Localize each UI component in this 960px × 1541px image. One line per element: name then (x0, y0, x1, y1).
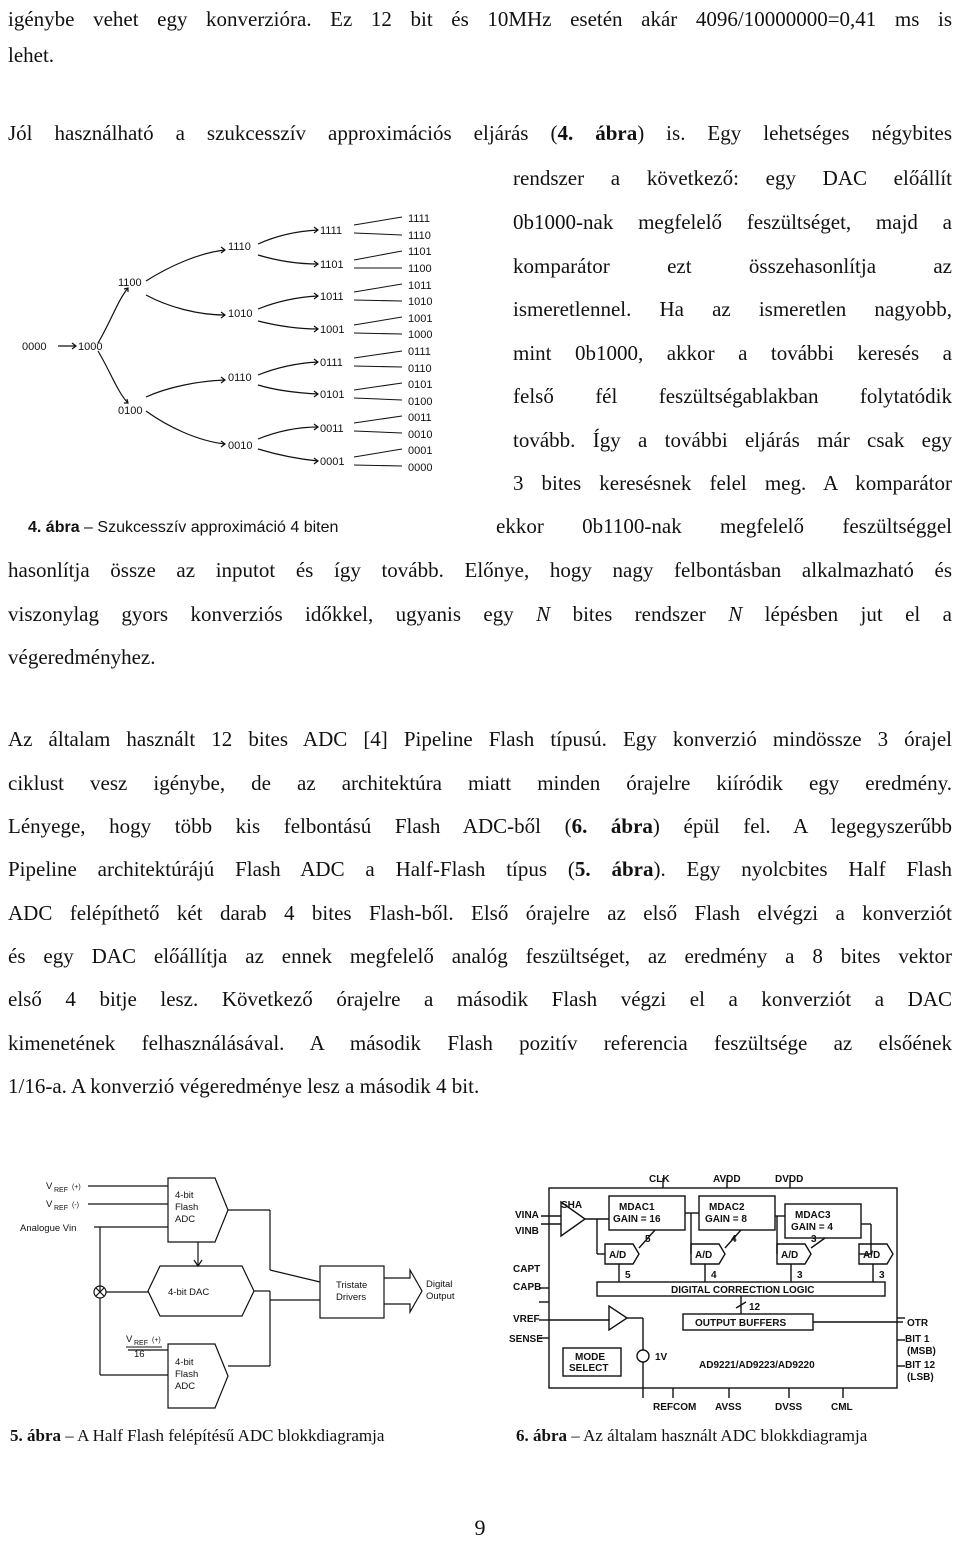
vref-minus-sign: (-) (72, 1202, 79, 1209)
body-text-line: 0b1000-nak megfelelő feszültséget, majd a (513, 210, 952, 234)
bit-count: 3 (797, 1270, 803, 1281)
bit-count: 5 (625, 1270, 631, 1281)
tree-node: 0100 (118, 405, 143, 417)
tree-node: 0000 (408, 462, 433, 474)
digital-output-label: Output (426, 1291, 455, 1302)
mdac3-gain: GAIN = 4 (791, 1222, 833, 1233)
vref16-divisor: 16 (134, 1349, 145, 1360)
tree-node: 0010 (408, 429, 433, 441)
dac-label: 4-bit DAC (168, 1287, 210, 1298)
successive-approximation-tree (18, 205, 448, 480)
tree-node: 1000 (78, 341, 103, 353)
pin-bit1: BIT 1 (905, 1334, 930, 1345)
pin-sense: SENSE (509, 1334, 543, 1345)
body-text-line: lehet. (8, 43, 55, 67)
body-text-line (8, 121, 952, 145)
vref-plus-label: V (46, 1181, 53, 1192)
tree-node: 1100 (408, 263, 432, 275)
body-text-line: kimenetének felhasználásával. A második Flash pozitív referencia feszültsége az elsőének (8, 1031, 952, 1055)
bit-count: 4 (731, 1234, 737, 1245)
flash1-label: 4-bit (175, 1190, 194, 1201)
mdac1-label: MDAC1 (619, 1202, 655, 1213)
figure-number: 5. ábra (10, 1426, 61, 1445)
mode-select: MODE (575, 1352, 605, 1363)
pin-bit12: BIT 12 (905, 1360, 936, 1371)
text-run: Jól használható a szukcesszív approximációs eljárás ( (8, 121, 558, 145)
reference-1v: 1V (655, 1352, 668, 1363)
tristate-label: Tristate (336, 1280, 368, 1291)
tree-node: 1011 (320, 291, 344, 303)
body-text-line (8, 602, 952, 626)
page-number: 9 (474, 1515, 486, 1540)
part-number: AD9221/AD9223/AD9220 (699, 1360, 815, 1371)
ad-label: A/D (863, 1250, 881, 1261)
tree-node: 1111 (408, 213, 431, 225)
figure-number: 6. ábra (516, 1426, 567, 1445)
body-text-line: mint 0b1000, akkor a további keresés a (513, 341, 952, 365)
vref16-label: V (126, 1334, 133, 1345)
body-text-line: komparátor ezt összehasonlítja az (513, 254, 952, 278)
tree-node: 0101 (408, 379, 433, 391)
pin-vina: VINA (515, 1210, 539, 1221)
figure-reference: 6. ábra (571, 814, 653, 838)
mode-select: SELECT (569, 1363, 609, 1374)
pin-vref: VREF (513, 1314, 540, 1325)
body-text-line: ADC felépíthető két darab 4 bites Flash-ből. Első órajelre az első Flash elvégzi a konverziót (8, 901, 952, 925)
tree-node: 0111 (320, 357, 343, 369)
body-text-line: Az általam használt 12 bites ADC [4] Pipeline Flash típusú. Egy konverzió mindössze 3 órajel (8, 727, 952, 751)
tree-node: 1111 (320, 225, 343, 237)
mdac2-gain: GAIN = 8 (705, 1214, 747, 1225)
body-text-line: 3 bites keresésnek felel meg. A komparátor (513, 471, 952, 495)
bit-count: 5 (645, 1234, 651, 1245)
digital-output-label: Digital (426, 1279, 453, 1290)
figure-caption: 4. ábra – Szukcesszív approximáció 4 biten (28, 519, 339, 536)
tree-node: 0011 (408, 412, 432, 424)
figure-caption-text: Szukcesszív approximáció 4 biten (97, 519, 339, 536)
bit-count: 3 (811, 1234, 817, 1245)
tree-node: 0001 (320, 456, 345, 468)
flash1-label: ADC (175, 1214, 196, 1225)
mdac3-label: MDAC3 (795, 1210, 831, 1221)
ad-label: A/D (695, 1250, 713, 1261)
text-run: ) is. Egy lehetséges négybites (637, 121, 953, 145)
pin-clk: CLK (649, 1174, 670, 1185)
figure-reference: 5. ábra (574, 857, 654, 881)
tree-node: 1101 (408, 246, 432, 258)
body-text-line: első 4 bitje lesz. Következő órajelre a második Flash végzi el a konverziót a DAC (8, 987, 952, 1011)
mdac1-gain: GAIN = 16 (613, 1214, 661, 1225)
pin-lsb: (LSB) (907, 1372, 934, 1383)
tree-node: 1100 (118, 277, 142, 289)
pin-avss: AVSS (715, 1402, 742, 1413)
pin-vinb: VINB (515, 1226, 539, 1237)
figure-reference: 4. ábra (557, 121, 638, 145)
tree-node: 1001 (408, 313, 433, 325)
digital-correction-logic: DIGITAL CORRECTION LOGIC (671, 1285, 815, 1296)
tree-node: 0001 (408, 445, 433, 457)
tree-node: 0111 (408, 346, 431, 358)
body-text-line: ciklust vesz igénybe, de az architektúra miatt minden órajelre kiíródik egy eredmény. (8, 771, 952, 795)
tree-node: 0000 (22, 341, 47, 353)
tree-node: 1101 (320, 259, 344, 271)
body-text-line: igénybe vehet egy konverzióra. Ez 12 bit és 10MHz esetén akár 4096/10000000=0,41 ms is (8, 7, 952, 31)
body-text-line: 1/16-a. A konverzió végeredménye lesz a második 4 bit. (8, 1074, 480, 1098)
body-text-line (8, 814, 952, 838)
variable-n: N (728, 602, 743, 626)
output-buffers: OUTPUT BUFFERS (695, 1318, 787, 1329)
flash2-label: 4-bit (175, 1357, 194, 1368)
body-text-line: végeredményhez. (8, 645, 156, 669)
tree-node: 0011 (320, 423, 344, 435)
figure-caption: 5. ábra – A Half Flash felépítésű ADC blokkdiagramja (10, 1426, 385, 1445)
tree-node: 0100 (408, 396, 433, 408)
pin-dvdd: DVDD (775, 1174, 804, 1185)
text-run: ) épül fel. A legegyszerűbb (652, 814, 952, 838)
ad-label: A/D (609, 1250, 627, 1261)
tree-node: 0010 (228, 440, 253, 452)
tree-node: 1000 (408, 329, 433, 341)
vref-minus-label: V (46, 1199, 53, 1210)
body-text-line: felső fél feszültségablakban folytatódik (513, 384, 952, 408)
text-run: bites rendszer (550, 602, 729, 626)
tree-node: 1110 (408, 230, 431, 242)
pin-otr: OTR (907, 1318, 929, 1329)
body-text-line: ekkor 0b1100-nak megfelelő feszültséggel (496, 514, 952, 538)
tree-node: 1110 (228, 241, 251, 253)
vref-plus-sub: REF (54, 1187, 68, 1194)
text-run: lépésben jut el a (742, 602, 952, 626)
vref16-sign: (+) (152, 1337, 161, 1344)
mdac2-label: MDAC2 (709, 1202, 745, 1213)
body-text-line: tovább. Így a további eljárás már csak egy (513, 428, 952, 452)
analogue-vin-label: Analogue Vin (20, 1223, 77, 1234)
vref16-sub: REF (134, 1340, 148, 1347)
tree-node: 0110 (408, 363, 432, 375)
pin-cml: CML (831, 1402, 853, 1413)
body-text-line: hasonlítja össze az inputot és így tovább. Előnye, hogy nagy felbontásban alkalmazható és (8, 558, 952, 582)
pin-dvss: DVSS (775, 1402, 803, 1413)
tristate-label: Drivers (336, 1292, 367, 1303)
tree-node: 1011 (408, 280, 432, 292)
text-run: ). Egy nyolcbites Half Flash (653, 857, 952, 881)
vref-minus-sub: REF (54, 1205, 68, 1212)
body-text-line: rendszer a következő: egy DAC előállít (513, 166, 952, 190)
flash2-label: ADC (175, 1381, 196, 1392)
body-text-line: és egy DAC előállítja az ennek megfelelő analóg feszültséget, az eredmény a 8 bites vektor (8, 944, 952, 968)
bus-width: 12 (749, 1302, 761, 1313)
pin-capt: CAPT (513, 1264, 541, 1275)
figure-caption-text: A Half Flash felépítésű ADC blokkdiagramja (77, 1426, 385, 1445)
tree-node: 0101 (320, 389, 345, 401)
tree-node: 1010 (408, 296, 433, 308)
pin-refcom: REFCOM (653, 1402, 697, 1413)
half-flash-adc-diagram (10, 1170, 480, 1410)
pin-msb: (MSB) (907, 1346, 936, 1357)
bit-count: 4 (711, 1270, 717, 1281)
tree-node: 0110 (228, 372, 252, 384)
body-text-line (8, 857, 952, 881)
tree-node: 1010 (228, 308, 253, 320)
text-run: Lényege, hogy több kis felbontású Flash ADC-ből ( (8, 814, 572, 838)
pin-avdd: AVDD (713, 1174, 741, 1185)
vref-plus-sign: (+) (72, 1184, 81, 1191)
ad-label: A/D (781, 1250, 799, 1261)
tree-node: 1001 (320, 324, 345, 336)
ad9220-block-diagram (505, 1168, 955, 1413)
text-run: Pipeline architektúrájú Flash ADC a Half-Flash típus ( (8, 857, 575, 881)
sha-label: SHA (561, 1200, 583, 1211)
flash2-label: Flash (175, 1369, 199, 1380)
text-run: viszonylag gyors konverziós időkkel, ugyanis egy (8, 602, 537, 626)
variable-n: N (536, 602, 551, 626)
bit-count: 3 (879, 1270, 885, 1281)
figure-caption-text: Az általam használt ADC blokkdiagramja (583, 1426, 868, 1445)
flash1-label: Flash (175, 1202, 199, 1213)
figure-number: 4. ábra (28, 519, 80, 536)
figure-caption: 6. ábra – Az általam használt ADC blokkdiagramja (516, 1426, 868, 1445)
body-text-line: ismeretlennel. Ha az ismeretlen nagyobb, (513, 297, 952, 321)
pin-capb: CAPB (513, 1282, 542, 1293)
